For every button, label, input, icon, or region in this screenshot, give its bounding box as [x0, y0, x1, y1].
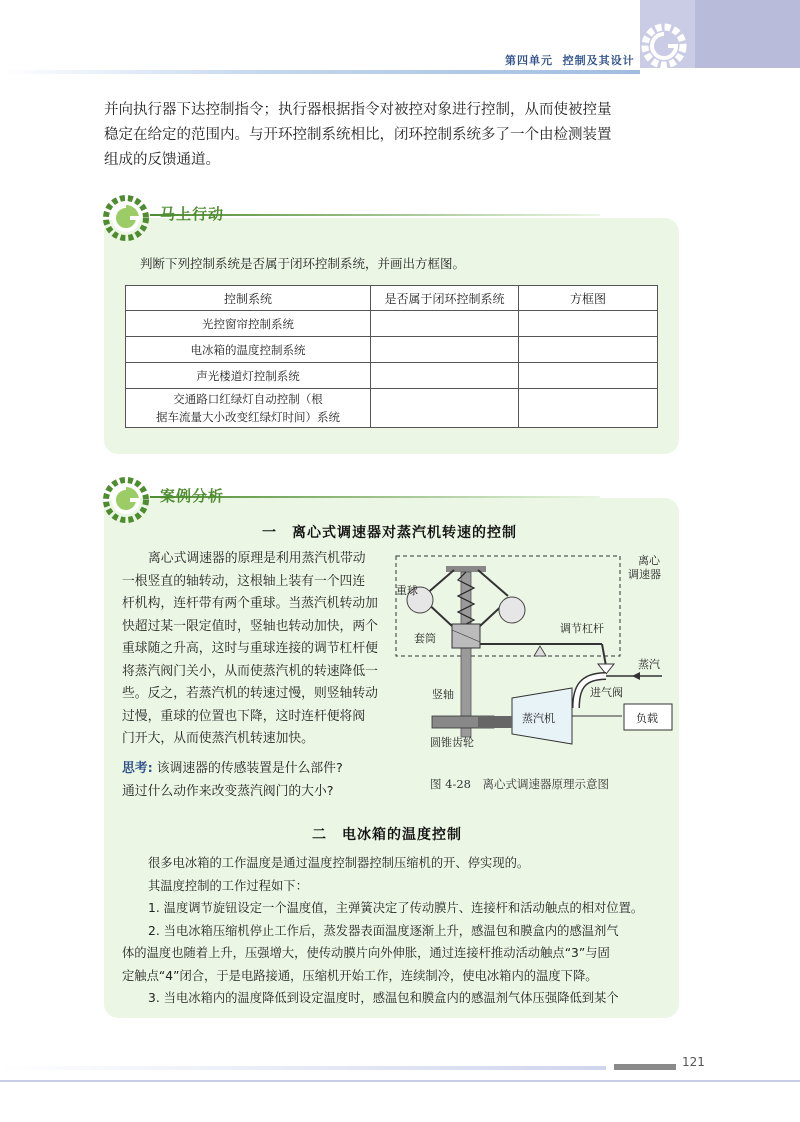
page-number: 121	[682, 1055, 705, 1069]
governor-diagram	[392, 548, 682, 758]
action-instruction: 判断下列控制系统是否属于闭环控制系统，并画出方框图。	[140, 256, 466, 271]
section2-title: 二 电冰箱的温度控制	[312, 827, 462, 843]
table-row	[126, 389, 658, 428]
label-lever: 调节杠杆	[560, 622, 604, 635]
gear-badge-icon	[100, 192, 162, 242]
label-shaft: 竖轴	[432, 688, 454, 701]
header-square	[695, 0, 800, 68]
footer-accent	[614, 1064, 676, 1070]
table-header-row	[126, 286, 658, 311]
footer-rule	[0, 1066, 606, 1070]
label-governor: 离心	[638, 554, 660, 567]
table-cell-empty[interactable]	[519, 311, 658, 337]
label-sleeve: 套筒	[414, 632, 436, 645]
gear-badge-icon	[100, 474, 162, 524]
action-title: 马上行动	[160, 205, 225, 223]
table-cell-empty[interactable]	[519, 363, 658, 389]
control-systems-table	[125, 285, 658, 428]
table-row	[126, 363, 658, 389]
table-header: 控制系统	[126, 286, 371, 311]
think-question: 思考: 该调速器的传感装置是什么部件? 通过什么动作来改变蒸汽阀门的大小?	[122, 761, 343, 799]
label-valve: 进气阀	[590, 686, 623, 699]
table-header: 方框图	[519, 286, 658, 311]
section1-text: 离心式调速器的原理是利用蒸汽机带动 一根竖直的轴转动，这根轴上装有一个四连 杆机构，连杆带有两个重球。当蒸汽机转动加 快超过某一限定值时，竖轴也转动加快，两个 重球随之升高，这时与重球连接的调节杠杆便 将蒸汽阀门关小，从而使蒸汽机的转速降低一 些。反之，若蒸汽机的转速过慢，则竖轴转动 过慢，重球的位置也下降，这时连杆便将阀 门开大，从而使蒸汽机转速加快。	[122, 551, 378, 746]
table-cell-empty[interactable]	[519, 337, 658, 363]
table-cell: 光控窗帘控制系统	[126, 311, 371, 337]
table-cell: 电冰箱的温度控制系统	[126, 337, 371, 363]
gear-logo-icon	[638, 20, 690, 72]
intro-paragraph: 并向执行器下达控制指令；执行器根据指令对被控对象进行控制，从而使被控量 稳定在给定的范围内。与开环控制系统相比，闭环控制系统多了一个由检测装置 组成的反馈通道。	[104, 102, 612, 168]
header-rule	[0, 70, 640, 74]
label-governor-2: 调速器	[628, 568, 661, 581]
label-load: 负载	[636, 712, 658, 725]
table-cell-empty[interactable]	[371, 389, 519, 428]
case-title: 案例分析	[160, 487, 225, 505]
table-cell-empty[interactable]	[371, 337, 519, 363]
table-cell: 声光楼道灯控制系统	[126, 363, 371, 389]
table-row	[126, 337, 658, 363]
table-cell-empty[interactable]	[371, 311, 519, 337]
label-engine: 蒸汽机	[522, 712, 555, 725]
label-steam: 蒸汽	[638, 658, 660, 671]
label-gear: 圆锥齿轮	[430, 736, 474, 749]
running-header: 第四单元 控制及其设计	[505, 54, 635, 67]
footer-line	[0, 1080, 800, 1082]
table-cell: 交通路口红绿灯自动控制（根 据车流量大小改变红绿灯时间）系统	[126, 389, 371, 428]
section2-text: 很多电冰箱的工作温度是通过温度控制器控制压缩机的开、停实现的。 其温度控制的工作过程如下： 1. 温度调节旋钮设定一个温度值，主弹簧决定了传动膜片、连接杆和活动触点的相对位置。 2. 当电冰箱压缩机停止工作后，蒸发器表面温度逐渐上升，感温包和膜盒内的感温剂气 体的温度也随着上升，压强增大，使传动膜片向外伸胀，通过连接杆推动活动触点“3”与固 定触点“4”闭合，于是电路接通，压缩机开始工作，连续制冷，使电冰箱内的温度下降。 3. 当电冰箱内的温度降低到设定温度时，感温包和膜盒内的感温剂气体压强降低到某个	[122, 856, 644, 1005]
table-header: 是否属于闭环控制系统	[371, 286, 519, 311]
section1-title: 一 离心式调速器对蒸汽机转速的控制	[262, 525, 517, 541]
table-cell-empty[interactable]	[519, 389, 658, 428]
table-cell-empty[interactable]	[371, 363, 519, 389]
label-ball: 重球	[396, 584, 418, 597]
figure-caption: 图 4-28 离心式调速器原理示意图	[430, 777, 609, 791]
table-row	[126, 311, 658, 337]
